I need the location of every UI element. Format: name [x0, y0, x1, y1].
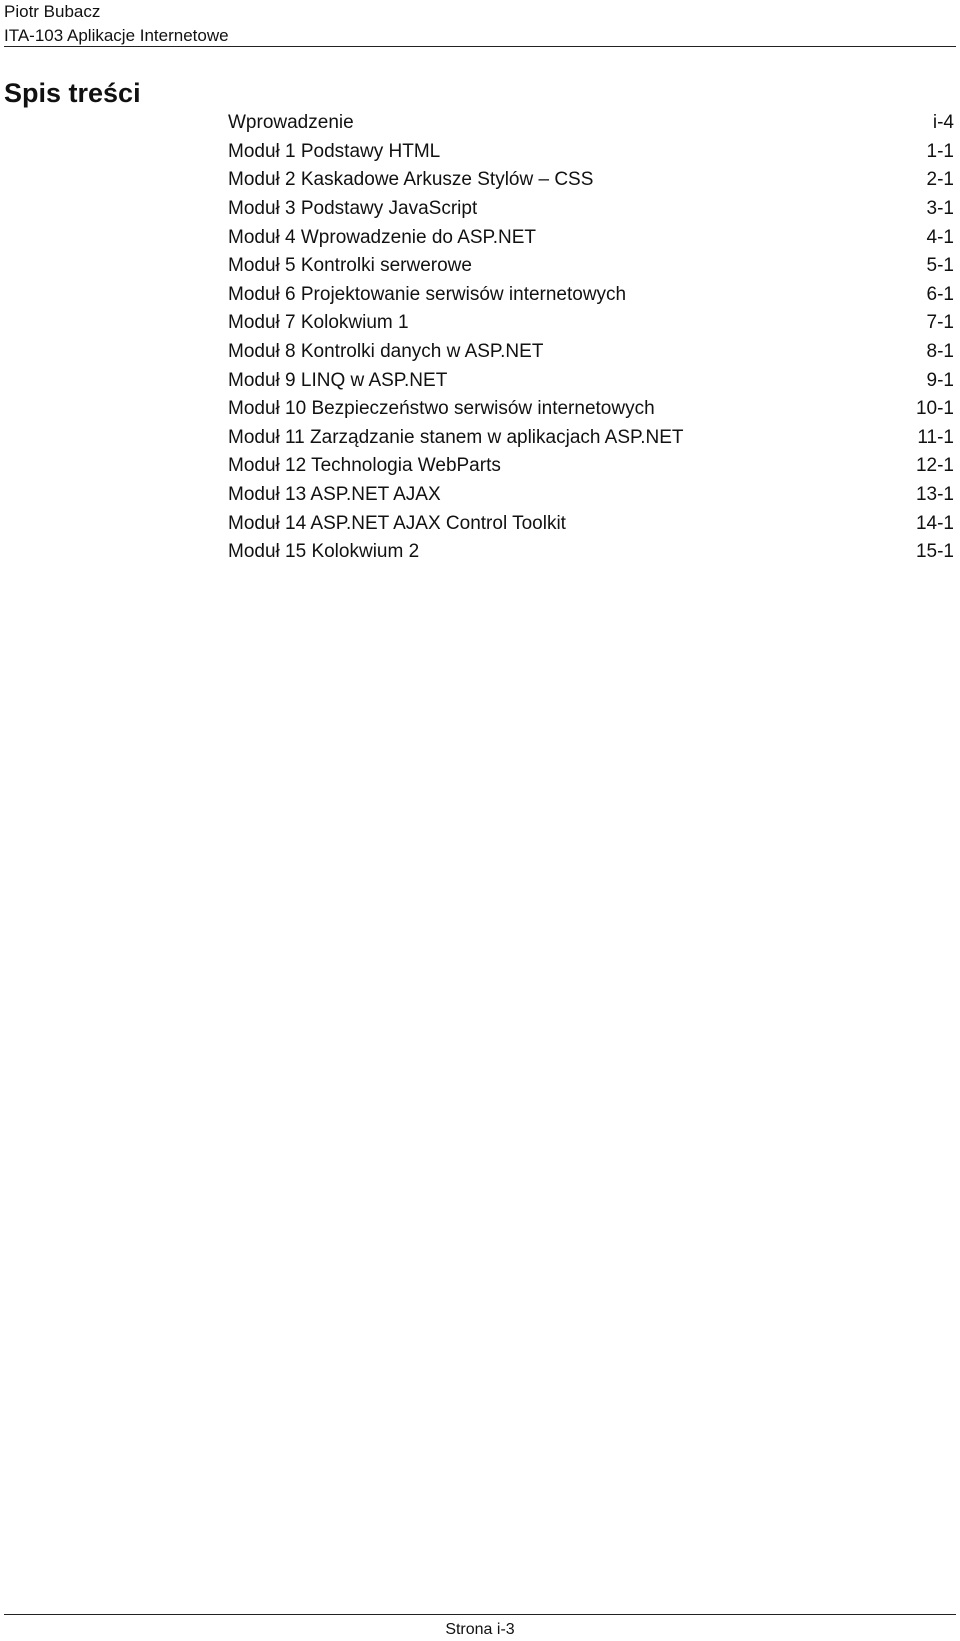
header-course: ITA-103 Aplikacje Internetowe — [4, 26, 229, 45]
toc-entry-label: Moduł 9 LINQ w ASP.NET — [228, 369, 448, 391]
toc-entry-label: Moduł 4 Wprowadzenie do ASP.NET — [228, 226, 537, 248]
toc-entry-page: 1-1 — [926, 140, 954, 162]
toc-entry-page: 3-1 — [926, 198, 954, 220]
toc-entry-page: 2-1 — [926, 169, 954, 191]
toc-entry-label: Moduł 14 ASP.NET AJAX Control Toolkit — [228, 512, 566, 534]
header-divider — [4, 46, 956, 47]
toc-entry[interactable] — [228, 252, 954, 281]
toc-entry-page: 13-1 — [915, 484, 954, 506]
toc-entry-label: Wprowadzenie — [228, 112, 354, 134]
toc-entry[interactable] — [228, 538, 954, 567]
toc-entry-label: Moduł 1 Podstawy HTML — [228, 140, 441, 162]
toc-entry[interactable] — [228, 281, 954, 310]
toc-entry[interactable] — [228, 424, 954, 453]
toc-entry[interactable] — [228, 166, 954, 195]
toc-entry-label: Moduł 3 Podstawy JavaScript — [228, 198, 478, 220]
toc-entry[interactable] — [228, 223, 954, 252]
toc-entry-page: 7-1 — [926, 312, 954, 334]
page-number: Strona i-3 — [445, 1621, 515, 1638]
toc-entry[interactable] — [228, 366, 954, 395]
toc-entry[interactable] — [228, 395, 954, 424]
toc-entry-label: Moduł 13 ASP.NET AJAX — [228, 484, 441, 506]
toc-entry[interactable] — [228, 138, 954, 167]
toc-entry-page: 15-1 — [915, 541, 954, 563]
toc-entry-page: 12-1 — [915, 455, 954, 477]
header-author: Piotr Bubacz — [4, 2, 101, 21]
toc-entry-label: Moduł 6 Projektowanie serwisów internetowych — [228, 283, 627, 305]
toc-title: Spis treści — [4, 78, 141, 108]
footer-divider — [4, 1614, 956, 1615]
toc-entry[interactable] — [228, 481, 954, 510]
toc-entry[interactable] — [228, 452, 954, 481]
toc-entry-page: 11-1 — [917, 426, 954, 448]
toc-entry-label: Moduł 11 Zarządzanie stanem w aplikacjach ASP.NET — [228, 426, 684, 448]
toc-entry-label: Moduł 15 Kolokwium 2 — [228, 541, 420, 563]
toc-entry-label: Moduł 8 Kontrolki danych w ASP.NET — [228, 341, 544, 363]
page-header — [4, 0, 956, 48]
toc-entry[interactable] — [228, 509, 954, 538]
toc-entry-page: 14-1 — [915, 512, 954, 534]
toc-entry-label: Moduł 7 Kolokwium 1 — [228, 312, 409, 334]
toc-entry-page: 6-1 — [926, 283, 954, 305]
toc-entry-page: 10-1 — [915, 398, 954, 420]
toc-entry[interactable] — [228, 195, 954, 224]
toc-entry[interactable] — [228, 309, 954, 338]
toc-entry-label: Moduł 2 Kaskadowe Arkusze Stylów – CSS — [228, 169, 594, 191]
toc-entry-page: 9-1 — [926, 369, 954, 391]
toc-entry[interactable] — [228, 109, 954, 138]
toc-list — [228, 109, 954, 567]
toc-entry-page: 8-1 — [926, 341, 954, 363]
toc-entry-page: 5-1 — [926, 255, 954, 277]
toc-entry-label: Moduł 12 Technologia WebParts — [228, 455, 501, 477]
toc-entry-label: Moduł 5 Kontrolki serwerowe — [228, 255, 472, 277]
toc-entry[interactable] — [228, 338, 954, 367]
toc-entry-label: Moduł 10 Bezpieczeństwo serwisów internetowych — [228, 398, 655, 420]
toc-entry-page: i-4 — [932, 112, 954, 134]
toc-entry-page: 4-1 — [926, 226, 954, 248]
